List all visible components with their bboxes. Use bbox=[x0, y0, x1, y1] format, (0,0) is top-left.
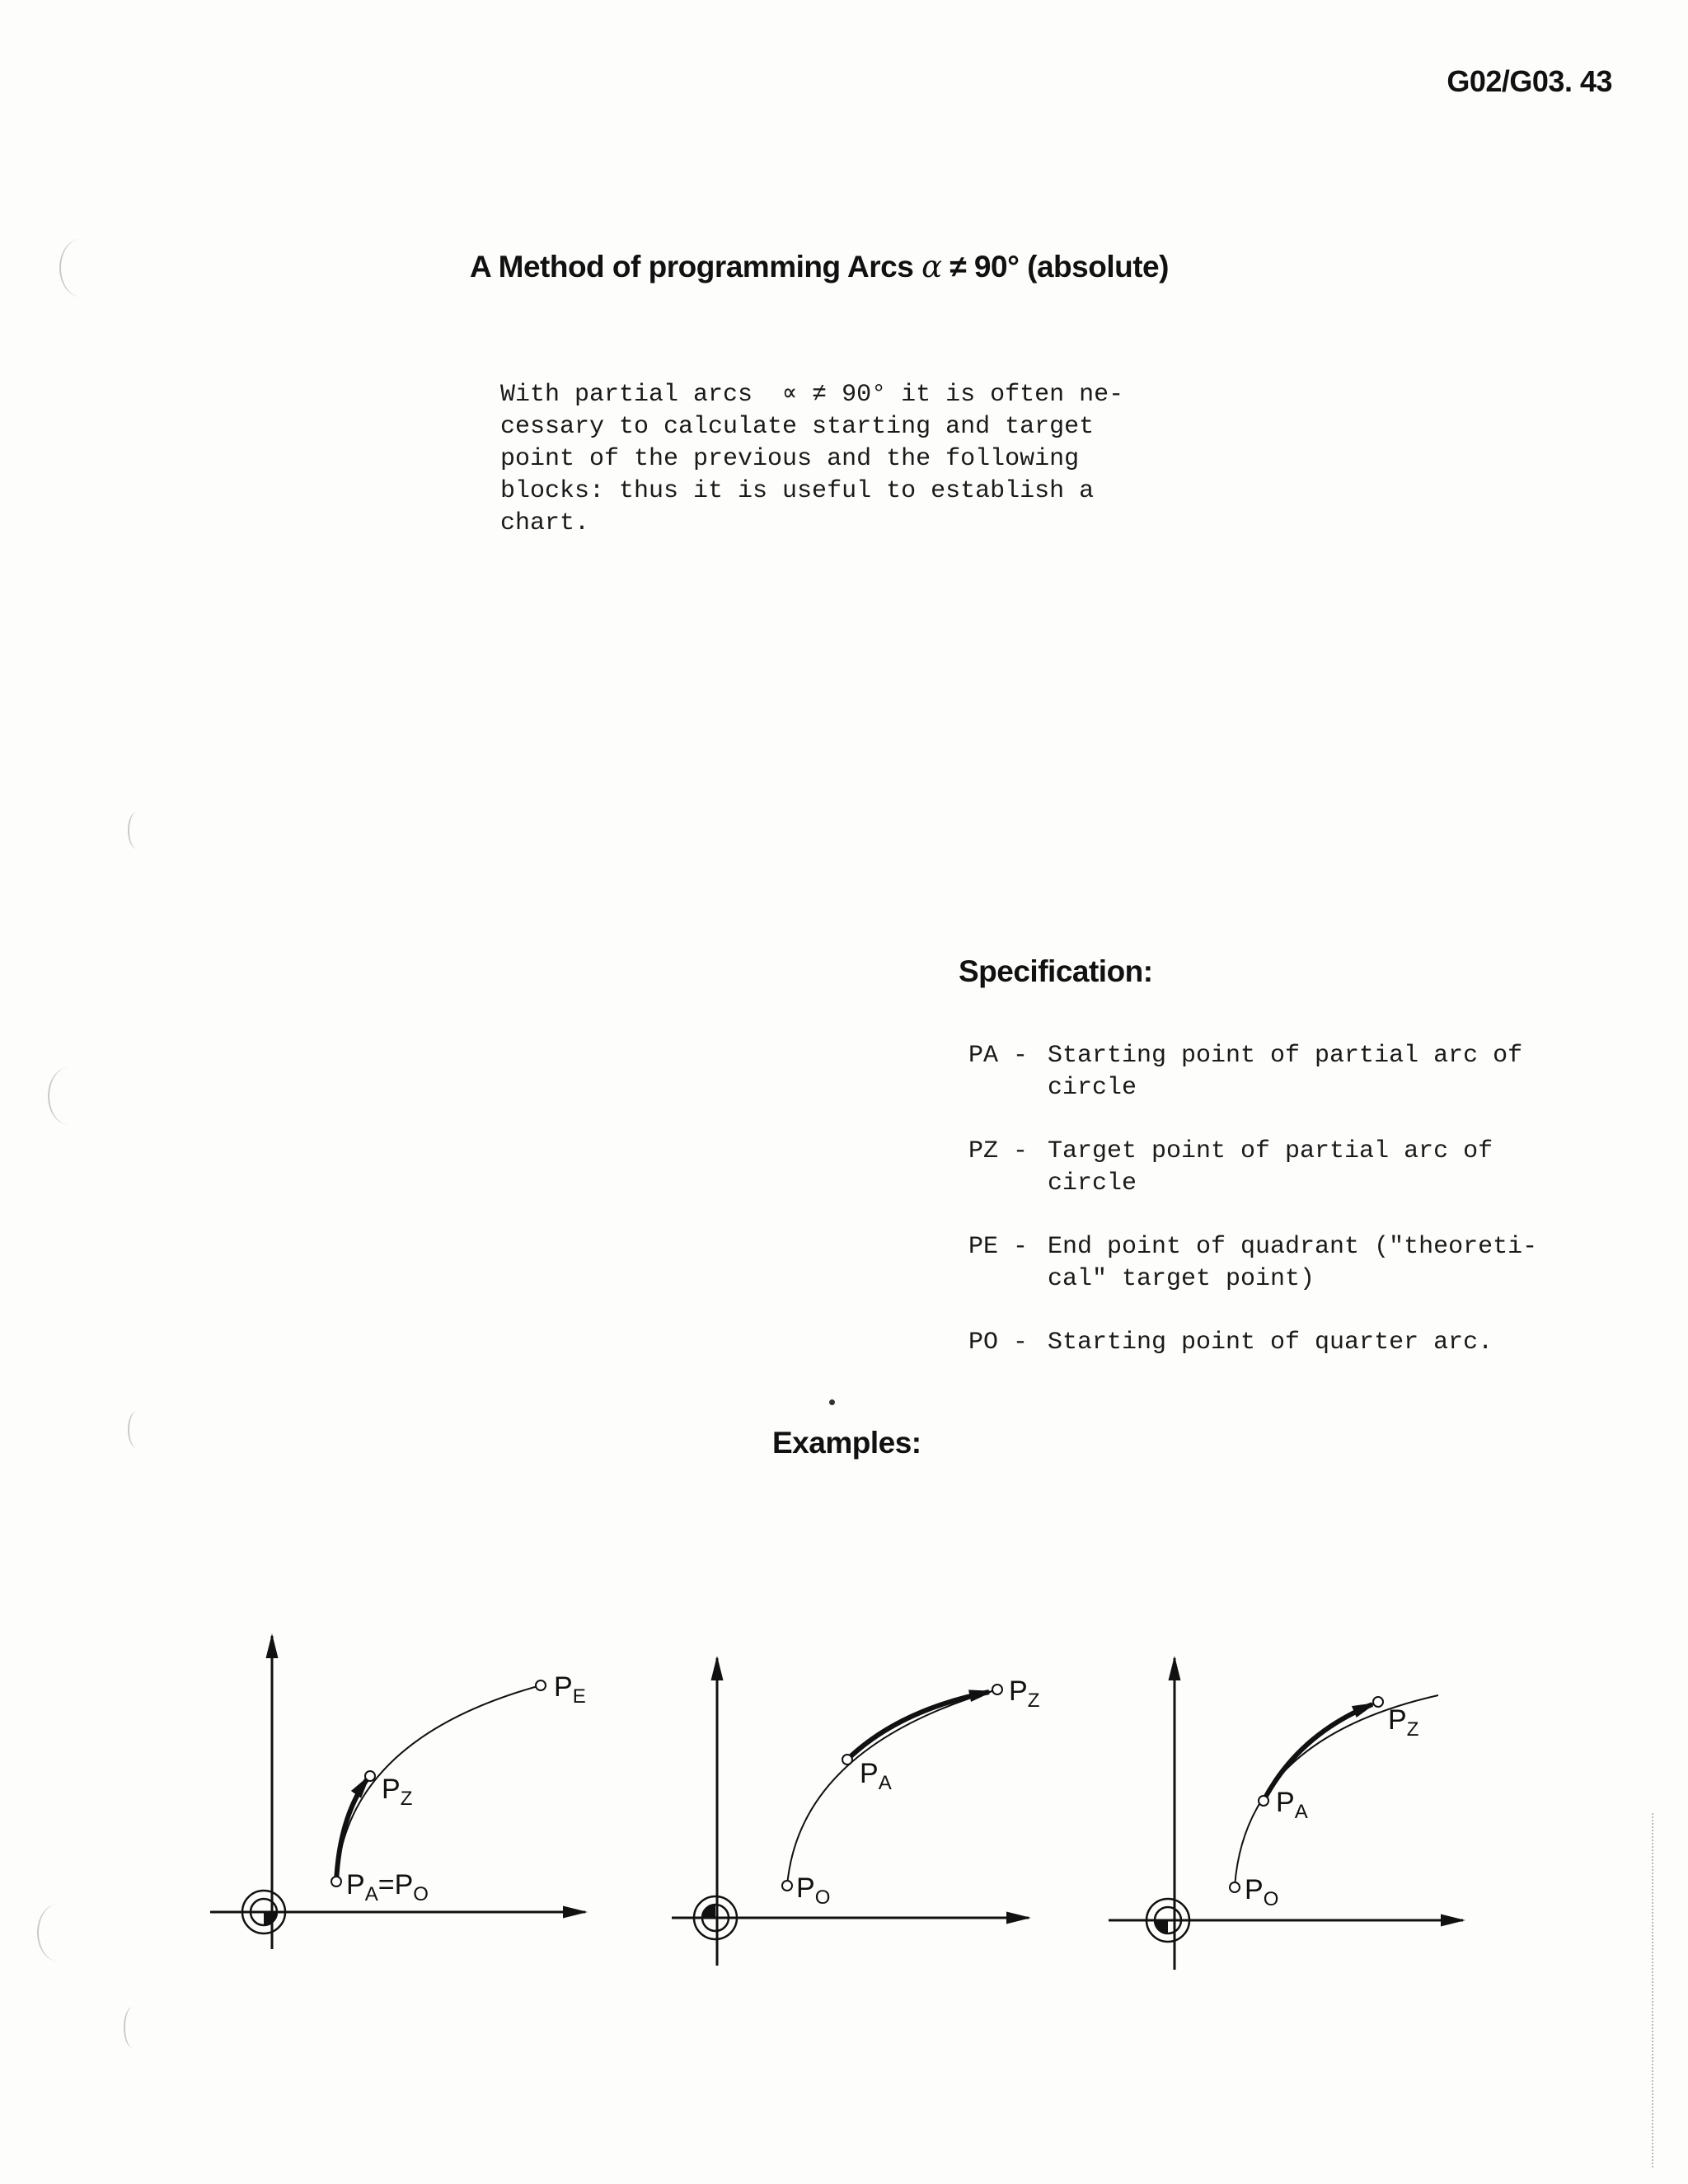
label-pz: $P_Z$ bbox=[382, 1774, 413, 1810]
label-pa: $P_A$ bbox=[1276, 1787, 1308, 1823]
examples-heading: Examples: bbox=[772, 1426, 921, 1460]
point-po bbox=[1230, 1882, 1240, 1892]
label-pa-po: $P_A=P_O$ bbox=[346, 1869, 429, 1905]
spec-text: Starting point of quarter arc. bbox=[1048, 1329, 1493, 1357]
page-number: G02/G03. 43 bbox=[1447, 64, 1612, 98]
specification-heading: Specification: bbox=[959, 954, 1153, 988]
intro-paragraph: With partial arcs ∝ ≠ 90° it is often ne- cessary to calculate starting and target point of the previous and the following blocks: thus it is useful to establish a chart. bbox=[500, 381, 1124, 537]
label-po: $P_O$ bbox=[1245, 1874, 1279, 1910]
title-prefix: A Method of programming Arcs bbox=[470, 250, 922, 284]
point-pa bbox=[1259, 1796, 1268, 1806]
spec-text: Target point of partial arc of circle bbox=[1048, 1137, 1493, 1197]
spec-code: PZ - bbox=[968, 1137, 1029, 1165]
example-diagram-2 bbox=[672, 1658, 1039, 1966]
spec-text: End point of quadrant ("theoreti- cal" target point) bbox=[1048, 1233, 1538, 1293]
partial-arc bbox=[336, 1779, 368, 1882]
point-pz bbox=[365, 1771, 375, 1781]
point-pa bbox=[331, 1877, 341, 1886]
example-diagram-1 bbox=[210, 1636, 586, 1949]
spec-code: PO - bbox=[968, 1329, 1029, 1357]
spec-code: PE - bbox=[968, 1233, 1029, 1261]
point-pz bbox=[1373, 1697, 1383, 1707]
label-pz: $P_Z$ bbox=[1009, 1675, 1040, 1712]
point-pa bbox=[842, 1755, 852, 1765]
label-pe: $P_E$ bbox=[554, 1671, 586, 1708]
point-po bbox=[782, 1881, 792, 1891]
title-alpha-symbol: α bbox=[921, 249, 942, 284]
label-po: $P_O$ bbox=[796, 1872, 831, 1909]
label-pa: $P_A$ bbox=[860, 1758, 892, 1794]
point-pz bbox=[992, 1685, 1002, 1694]
title-suffix: ≠ 90° (absolute) bbox=[941, 250, 1169, 284]
spec-text: Starting point of partial arc of circle bbox=[1048, 1042, 1523, 1102]
example-diagram-3 bbox=[1109, 1658, 1463, 1970]
label-pz: $P_Z$ bbox=[1388, 1704, 1419, 1741]
spec-code: PA - bbox=[968, 1042, 1029, 1070]
point-pe bbox=[536, 1680, 546, 1690]
quarter-arc bbox=[787, 1690, 997, 1886]
